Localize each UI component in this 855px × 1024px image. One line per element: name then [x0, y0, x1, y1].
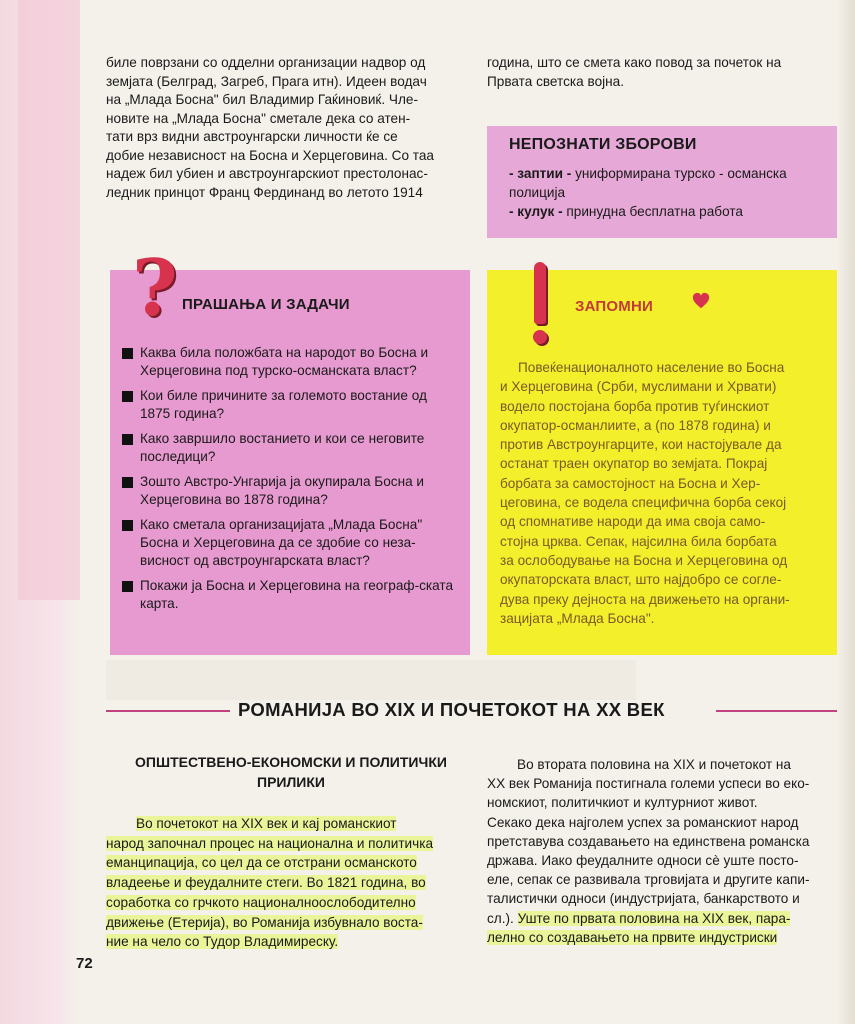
- text-line: окупатор-османлиите, а (по 1878 година) и: [500, 417, 771, 433]
- highlighted-line: народ започнал процес на национална и политичка: [106, 835, 434, 851]
- text-line: биле поврзани со одделни организации надвор од: [106, 55, 426, 70]
- question-item: Кои биле причините за големото востание од 1875 година?: [122, 387, 458, 423]
- text-line: тати врз видни австроунгарски личности ќе се: [106, 129, 398, 144]
- text-line: новите на „Млада Босна" сметале дека со атен-: [106, 110, 411, 126]
- left-pink-band: [18, 0, 80, 600]
- page-curl-edge: [837, 0, 855, 1024]
- highlighted-line: владеење и феудалните стеги. Во 1821 година, во: [106, 875, 426, 891]
- text-line: дува преку дејноста на движењето на органи-: [500, 591, 790, 607]
- highlighted-line: Уште по првата половина на XIX век, пара-: [517, 910, 791, 926]
- text-line: на „Млада Босна" бил Владимир Гаќиновиќ. Чле-: [106, 92, 419, 107]
- text-line: Повеќенационалното население во Босна: [518, 360, 785, 375]
- text-line: против Австроунгарците, кои настојувале да: [500, 437, 782, 453]
- text-line: Во втората половина на XIX и почетокот на: [517, 757, 791, 772]
- section-rule-right: [716, 710, 837, 712]
- highlighted-line: еманципација, со цел да се отстрани османското: [106, 855, 417, 871]
- text-line: стојна црква. Сепак, најсилна била борбата: [500, 533, 777, 549]
- text-line: еле, сепак се развивала трговијата и другите капи-: [487, 872, 810, 888]
- text-line: претставува создавањето на единствена романска: [487, 833, 810, 849]
- text-line: борбата за самостојност на Босна и Хер-: [500, 475, 761, 491]
- highlighted-line: движење (Етерија), во Романија избувнало воста-: [106, 914, 423, 930]
- page-number: 72: [76, 955, 93, 972]
- highlighted-line: Во почетокот на XIX век и кај романскиот: [136, 816, 397, 831]
- text-line: Секако дека најголем успех за романскиот народ: [487, 814, 799, 830]
- highlighted-line: ние на чело со Тудор Владимиреску.: [106, 934, 339, 950]
- bottom-left-paragraph: [106, 814, 464, 952]
- text-line: земјата (Белград, Загреб, Прага итн). Идеен водач: [106, 73, 427, 89]
- bottom-right-paragraph: [487, 755, 837, 947]
- text-line: надеж бил убиен и австроунгарскиот престолонас-: [106, 166, 428, 181]
- questions-title: ПРАШАЊА И ЗАДАЧИ: [182, 296, 350, 313]
- text-line: Првата светска војна.: [487, 73, 624, 89]
- left-margin-strip: [0, 0, 80, 1024]
- question-item: Каква била положбата на народот во Босна и Херцеговина под турско-османската власт?: [122, 344, 458, 380]
- word-definition: принудна бесплатна работа: [566, 204, 743, 219]
- exclamation-dot-icon: [533, 330, 547, 344]
- text-line: сл.).: [487, 910, 514, 926]
- unknown-word-item: [509, 164, 825, 202]
- highlighted-line: лелно со создавањето на првите индустриски: [487, 929, 778, 945]
- question-mark-icon: ?: [132, 243, 178, 334]
- text-line: за ослободување на Босна и Херцеговина од: [500, 552, 788, 568]
- text-line: цеговина, се водела специфична борба секој: [500, 495, 787, 511]
- text-line: XX век Романија постигнала големи успеси во еко-: [487, 776, 810, 792]
- text-line: зацијата „Млада Босна".: [500, 610, 655, 626]
- text-line: водело постојана борба против туѓинскиот: [500, 398, 770, 414]
- text-line: окупаторската власт, што најдобро се согле-: [500, 572, 782, 588]
- word-definition: униформирана турско - османска полиција: [509, 166, 787, 200]
- faded-background-image: [106, 660, 636, 700]
- unknown-words-box: [487, 126, 837, 238]
- question-item: Зошто Австро-Унгарија ја окупирала Босна и Херцеговина во 1878 година?: [122, 473, 458, 509]
- text-line: од спомнативе народи да има своја само-: [500, 514, 766, 530]
- question-item: Како сметала организацијата „Млада Босна" Босна и Херцеговина да се здобие со неза-висност од австроунгарската власт?: [122, 516, 458, 570]
- subheading-line: ОПШТЕСТВЕНО-ЕКОНОМСКИ И ПОЛИТИЧКИ: [135, 754, 447, 770]
- word-term: - кулук -: [509, 204, 563, 219]
- text-line: добие независност на Босна и Херцеговина. Со таа: [106, 147, 434, 163]
- subheading-line: ПРИЛИКИ: [257, 774, 325, 790]
- text-line: година, што се смета како повод за почеток на: [487, 55, 782, 70]
- top-left-paragraph: [106, 54, 464, 202]
- text-line: талистички односи (индустријата, банкарството и: [487, 891, 800, 907]
- remember-paragraph: [500, 358, 824, 628]
- text-line: номскиот, политичкиот и културниот живот.: [487, 795, 758, 811]
- text-line: останат траен окупатор во земјата. Покрај: [500, 456, 768, 472]
- unknown-words-list: [509, 164, 825, 221]
- question-item: Како завршило востанието и кои се неговите последици?: [122, 430, 458, 466]
- text-line: држава. Иако феудалните односи сè уште посто-: [487, 853, 799, 869]
- exclamation-icon: [534, 262, 546, 324]
- subheading: [106, 752, 476, 792]
- section-title: РОМАНИЈА ВО XIX И ПОЧЕТОКОТ НА XX ВЕК: [238, 699, 665, 720]
- text-line: и Херцеговина (Срби, муслимани и Хрвати): [500, 379, 777, 395]
- highlighted-line: соработка со грчкото националноослободително: [106, 894, 416, 910]
- text-line: ледник принцот Франц Фердинанд во летото 1914: [106, 184, 423, 200]
- section-rule-left: [106, 710, 230, 712]
- unknown-word-item: [509, 202, 825, 221]
- questions-list: [122, 344, 458, 620]
- remember-title: ЗАПОМНИ: [575, 298, 653, 315]
- top-right-paragraph: [487, 54, 837, 91]
- unknown-words-title: НЕПОЗНАТИ ЗБОРОВИ: [509, 136, 697, 153]
- heart-icon: [692, 292, 710, 310]
- word-term: - заптии -: [509, 166, 572, 181]
- question-item: Покажи ја Босна и Херцеговина на географ-ската карта.: [122, 577, 458, 613]
